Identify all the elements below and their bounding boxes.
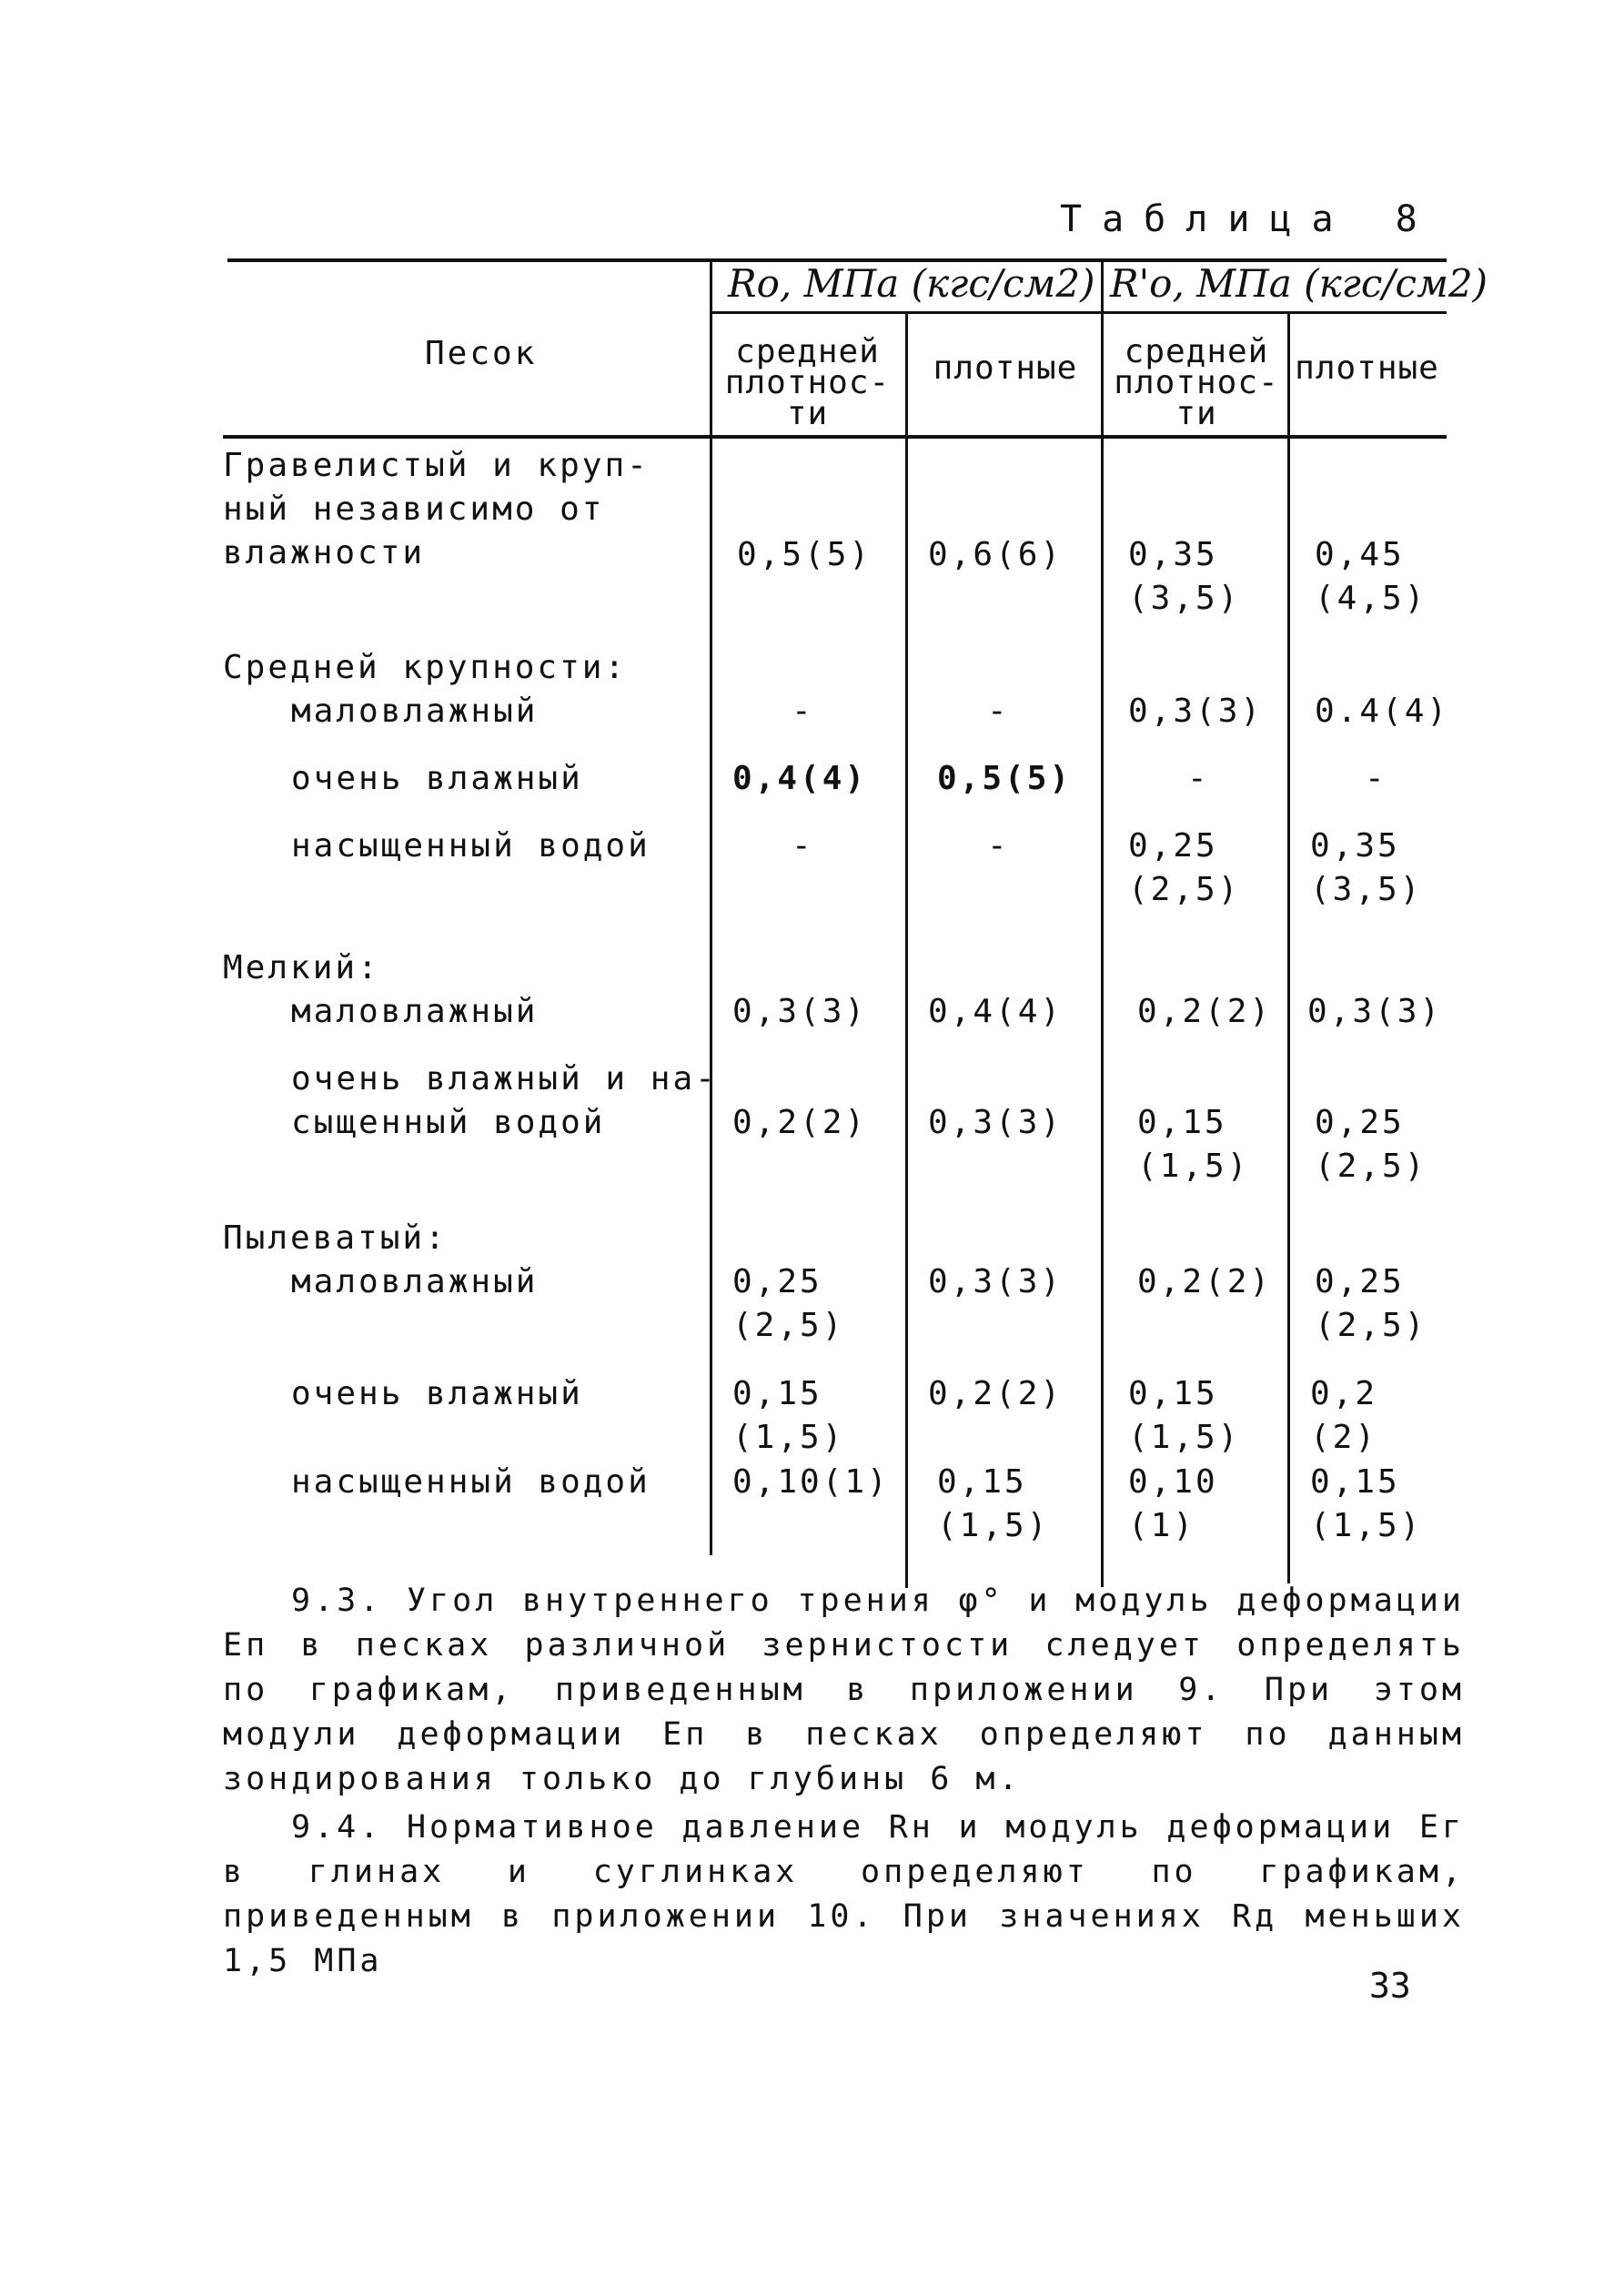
row-value: -: [987, 827, 1010, 865]
col-rule-1: [710, 258, 712, 1555]
row-value: -: [792, 827, 814, 865]
row-value: 0.4(4): [1315, 693, 1450, 730]
row-label: маловлажный: [291, 993, 539, 1030]
row-value: 0,25 (2,5): [1128, 827, 1241, 908]
row-value: 0,2(2): [732, 1104, 868, 1141]
row-label: Гравелистый и круп- ный независимо от влажности: [223, 447, 650, 572]
row-label: маловлажный: [291, 1263, 539, 1300]
row-value: 0,15 (1,5): [732, 1375, 845, 1456]
row-value: 0,5(5): [937, 760, 1073, 797]
header-group-r0-prime: R'o, МПа (кгс/см2): [1110, 261, 1488, 306]
row-value: 0,15 (1,5): [1137, 1104, 1250, 1185]
header-bottom-rule: [223, 435, 1447, 439]
row-value: -: [792, 693, 814, 730]
body-text: [223, 1579, 1465, 1984]
row-value: 0,15 (1,5): [937, 1463, 1050, 1544]
row-value: 0,3(3): [928, 1104, 1064, 1141]
row-value: -: [1365, 760, 1387, 797]
row-value: 0,3(3): [1307, 993, 1443, 1030]
header-dense-2: плотные: [1295, 349, 1439, 387]
paragraph-9-3: 9.3. Угол внутреннего трения φ° и модуль деформации Eп в песках различной зернистости следует определять по графикам, приведенным в приложении 9. При этом модули деформации Eп в песках определяют по данным зондирования только до глубины 6 м.: [223, 1583, 1465, 1797]
col-rule-2: [905, 314, 908, 1588]
row-value: 0,5(5): [737, 536, 873, 573]
row-value: 0,15 (1,5): [1128, 1375, 1241, 1456]
row-value: 0,2 (2): [1310, 1375, 1378, 1456]
paragraph-9-4: 9.4. Нормативное давление Rн и модуль деформации Eг в глинах и суглинках определяют по графикам, приведенным в приложении 10. При значениях Rд меньших 1,5 МПа: [223, 1809, 1465, 1979]
row-value: 0,6(6): [928, 536, 1064, 573]
row-value: -: [1187, 760, 1210, 797]
row-label: маловлажный: [291, 693, 539, 730]
row-value: -: [987, 693, 1010, 730]
col-rule-3: [1101, 258, 1104, 1587]
row-value: 0,3(3): [1128, 693, 1264, 730]
header-medium-2: средней плотнос- ти: [1114, 333, 1279, 432]
row-value: 0,45 (4,5): [1315, 536, 1427, 617]
row-label: очень влажный и на- сыщенный водой: [291, 1060, 718, 1141]
row-value: 0,3(3): [928, 1263, 1064, 1300]
table-title: Таблица 8: [1060, 198, 1437, 240]
row-value: 0,2(2): [1137, 1263, 1273, 1300]
row-group-label: Мелкий:: [223, 949, 380, 986]
row-group-label: Средней крупности:: [223, 649, 628, 686]
row-value: 0,15 (1,5): [1310, 1463, 1423, 1544]
row-value: 0,4(4): [732, 760, 868, 797]
row-label: очень влажный: [291, 760, 583, 797]
row-value: 0,25 (2,5): [1315, 1104, 1427, 1185]
row-value: 0,10(1): [732, 1463, 890, 1501]
row-value: 0,4(4): [928, 993, 1064, 1030]
row-group-label: Пылеватый:: [223, 1219, 448, 1257]
header-medium-1: средней плотнос- ти: [724, 333, 891, 432]
row-label: насыщенный водой: [291, 827, 651, 865]
header-dense-1: плотные: [933, 349, 1078, 387]
page-number: 33: [1369, 1966, 1411, 2006]
group-header-rule: [710, 311, 1447, 314]
header-group-r0: Ro, МПа (кгс/см2): [728, 261, 1095, 306]
row-label: насыщенный водой: [291, 1463, 651, 1501]
row-value: 0,25 (2,5): [732, 1263, 845, 1344]
col-rule-4: [1287, 314, 1290, 1583]
row-value: 0,2(2): [1137, 993, 1273, 1030]
row-label: очень влажный: [291, 1375, 583, 1412]
header-sand: Песок: [425, 335, 538, 372]
row-value: 0,25 (2,5): [1315, 1263, 1427, 1344]
row-value: 0,35 (3,5): [1128, 536, 1241, 617]
data-table: [223, 255, 1488, 1561]
row-value: 0,35 (3,5): [1310, 827, 1423, 908]
row-value: 0,10 (1): [1128, 1463, 1218, 1544]
row-value: 0,3(3): [732, 993, 868, 1030]
row-value: 0,2(2): [928, 1375, 1064, 1412]
